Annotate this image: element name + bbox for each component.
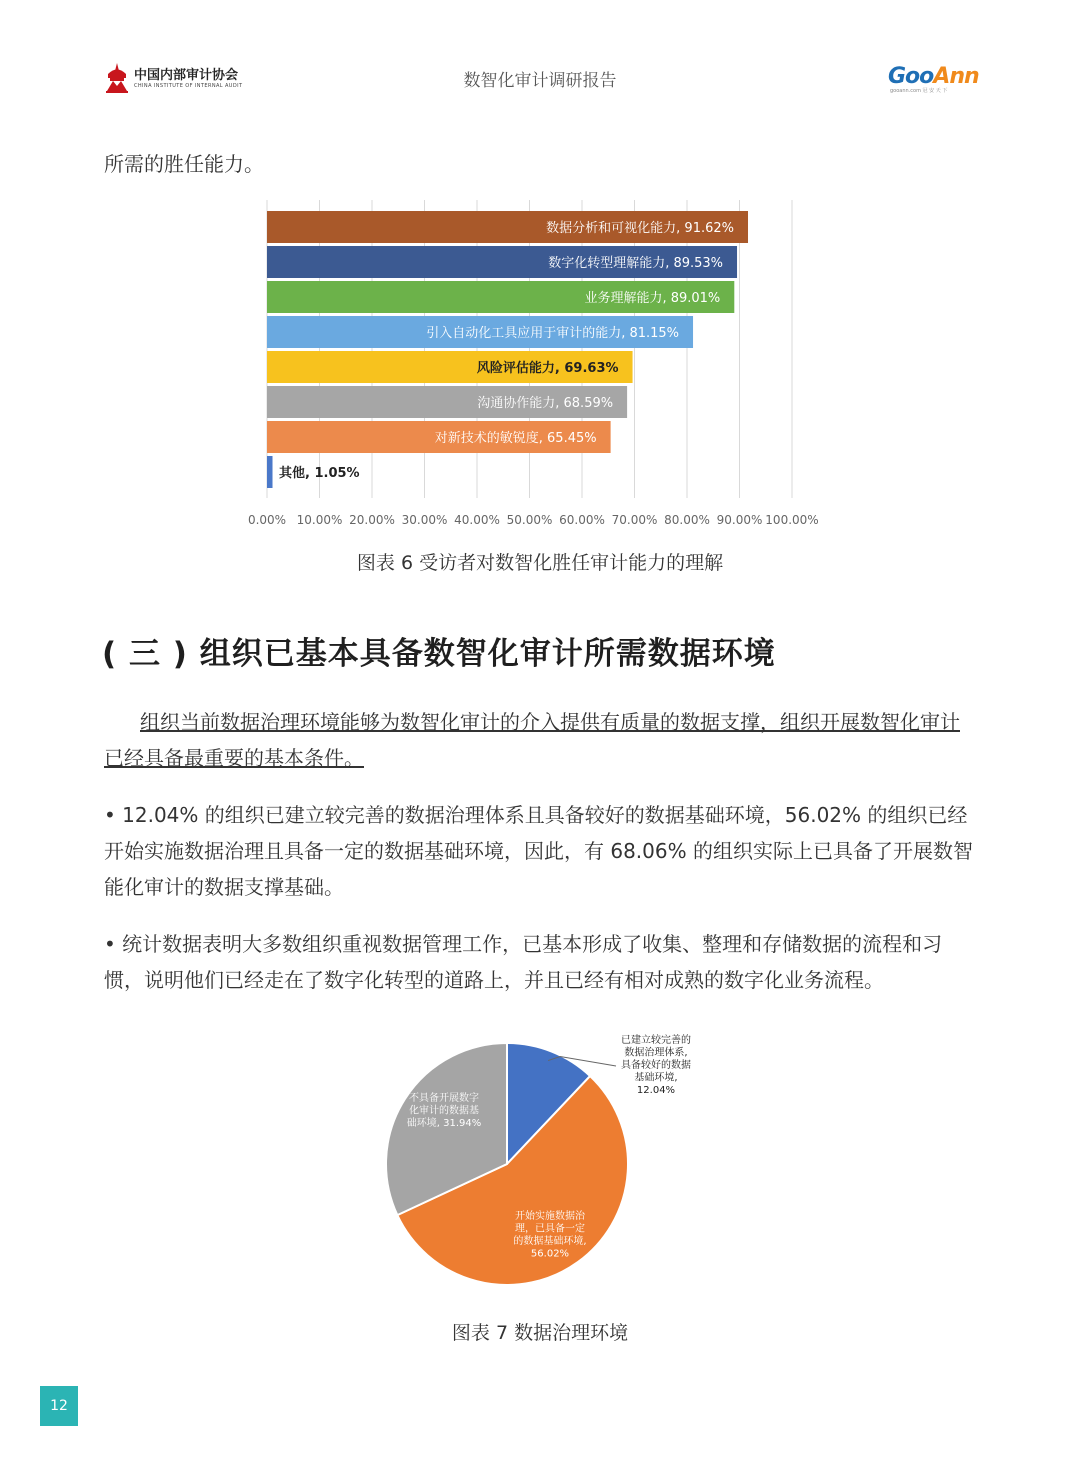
bar-data-label: 沟通协作能力, 68.59% (477, 396, 614, 411)
brand-ann: Ann (933, 64, 979, 89)
x-tick-label: 30.00% (401, 513, 448, 527)
figure-7-caption: 图表 7 数据治理环境 (451, 1322, 629, 1344)
x-tick-label: 10.00% (296, 513, 343, 527)
org-name-cn: 中国内部审计协会 (134, 68, 239, 83)
pie-data-label: 开始实施数据治理，已具备一定的数据基础环境, 56.02% (513, 1211, 587, 1260)
x-tick-label: 0.00% (247, 513, 287, 527)
figure-6-caption: 图表 6 受访者对数智化胜任审计能力的理解 (356, 552, 724, 574)
page-number: 12 (40, 1386, 78, 1426)
data-governance-pie-chart (370, 1030, 730, 1295)
bar-data-label: 数字化转型理解能力, 89.53% (548, 256, 724, 271)
bar-data-label: 数据分析和可视化能力, 91.62% (546, 221, 735, 236)
pie-data-label: 已建立较完善的数据治理体系,具备较好的数据基础环境, 12.04% (621, 1035, 691, 1096)
bar-data-label: 其他, 1.05% (279, 466, 360, 481)
x-tick-label: 80.00% (664, 513, 710, 527)
bullet-paragraph-2: • 统计数据表明大多数组织重视数据管理工作，已基本形成了收集、整理和存储数据的流程和习惯，说明他们已经走在了数字化转型的道路上，并且已经有相对成熟的数字化业务流程。 (104, 932, 943, 992)
document-title: 数智化审计调研报告 (463, 71, 617, 91)
bar-data-label: 风险评估能力, 69.63% (476, 361, 619, 376)
pie-data-label: 不具备开展数字化审计的数据基础环境, 31.94% (406, 1093, 482, 1129)
page-header (0, 0, 1080, 110)
section-title: ( 三 ) 组织已基本具备数智化审计所需数据环境 (102, 636, 776, 672)
lead-text: 组织当前数据治理环境能够为数智化审计的介入提供有质量的数据支撑，组织开展数智化审计已经具备最重要的基本条件。 (104, 710, 960, 770)
competency-bar-chart (240, 196, 840, 536)
x-tick-label: 100.00% (765, 513, 819, 527)
bar-data-label: 对新技术的敏锐度, 65.45% (434, 431, 597, 446)
x-tick-label: 70.00% (611, 513, 658, 527)
bullet-paragraph-1: • 12.04% 的组织已建立较完善的数据治理体系且具备较好的数据基础环境，56.02% 的组织已经开始实施数据治理且具备一定的数据基础环境，因此，有 68.06% 的组织实际上已具备了开展数智能化审计的数据支撑基础。 (104, 803, 973, 899)
intro-paragraph: 所需的胜任能力。 (104, 152, 264, 176)
bar (267, 456, 273, 488)
bar-data-label: 引入自动化工具应用于审计的能力, 81.15% (426, 326, 680, 341)
x-tick-label: 90.00% (716, 513, 763, 527)
x-tick-label: 50.00% (506, 513, 553, 527)
x-tick-label: 60.00% (559, 513, 605, 527)
brand-subtitle: gooann.com 冠 安 天 下 (890, 88, 948, 94)
x-tick-label: 20.00% (349, 513, 395, 527)
brand-goo: Goo (888, 64, 934, 89)
lead-paragraph (104, 704, 976, 776)
brand-logo (888, 64, 980, 96)
org-name-en: CHINA INSTITUTE OF INTERNAL AUDIT (134, 83, 243, 89)
x-tick-label: 40.00% (454, 513, 500, 527)
bar-data-label: 业务理解能力, 89.01% (584, 291, 721, 306)
